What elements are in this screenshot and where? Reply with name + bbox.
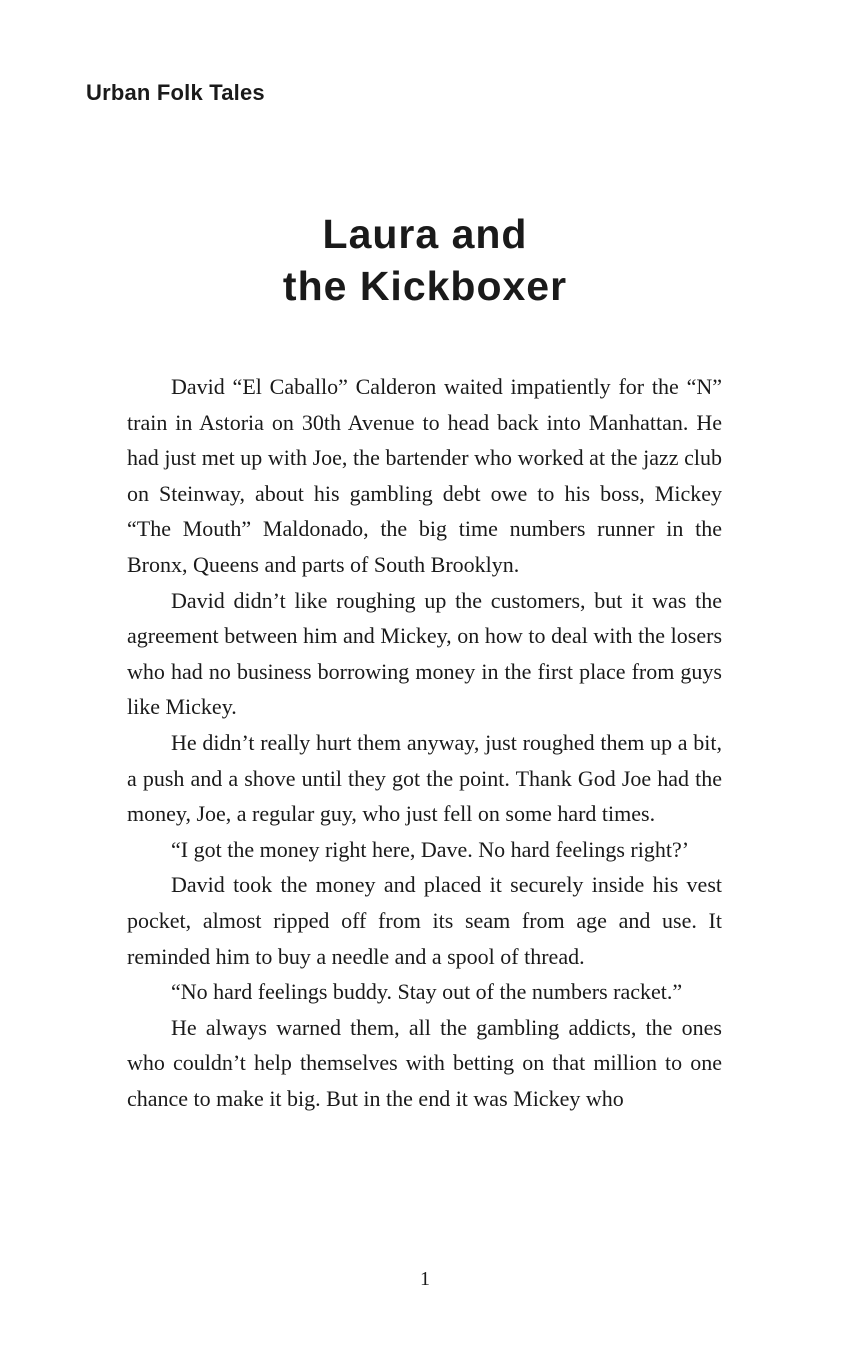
chapter-title-line-2: the Kickboxer bbox=[282, 263, 568, 309]
paragraph: David “El Caballo” Calderon waited impatiently for the “N” train in Astoria on 30th Avenue to head back into Manhattan. He had just met up with Joe, the bartender who worked at the jazz club on Steinway, about his gambling debt owe to his boss, Mickey “The Mouth” Maldonado, the big time numbers runner in the Bronx, Queens and parts of South Brooklyn. bbox=[127, 374, 722, 577]
running-header: Urban Folk Tales bbox=[86, 80, 265, 105]
body-text bbox=[127, 369, 722, 1116]
chapter-title-line-1: Laura and bbox=[322, 211, 528, 257]
paragraph: “I got the money right here, Dave. No hard feelings right?’ bbox=[171, 836, 690, 862]
paragraph: He didn’t really hurt them anyway, just roughed them up a bit, a push and a shove until they got the point. Thank God Joe had the money, Joe, a regular guy, who just fell on some hard times. bbox=[127, 729, 722, 827]
paragraph: David didn’t like roughing up the customers, but it was the agreement between him and Mickey, on how to deal with the losers who had no business borrowing money in the first place from guys like Mickey. bbox=[127, 587, 722, 720]
chapter-title bbox=[0, 208, 850, 312]
paragraph: He always warned them, all the gambling addicts, the ones who couldn’t help themselves with betting on that million to one chance to make it big. But in the end it was Mickey who bbox=[127, 1014, 722, 1111]
paragraph: “No hard feelings buddy. Stay out of the numbers racket.” bbox=[171, 979, 683, 1005]
paragraph: David took the money and placed it securely inside his vest pocket, almost ripped off from its seam from age and use. It reminded him to buy a needle and a spool of thread. bbox=[127, 872, 722, 969]
page-number: 1 bbox=[420, 1268, 430, 1290]
